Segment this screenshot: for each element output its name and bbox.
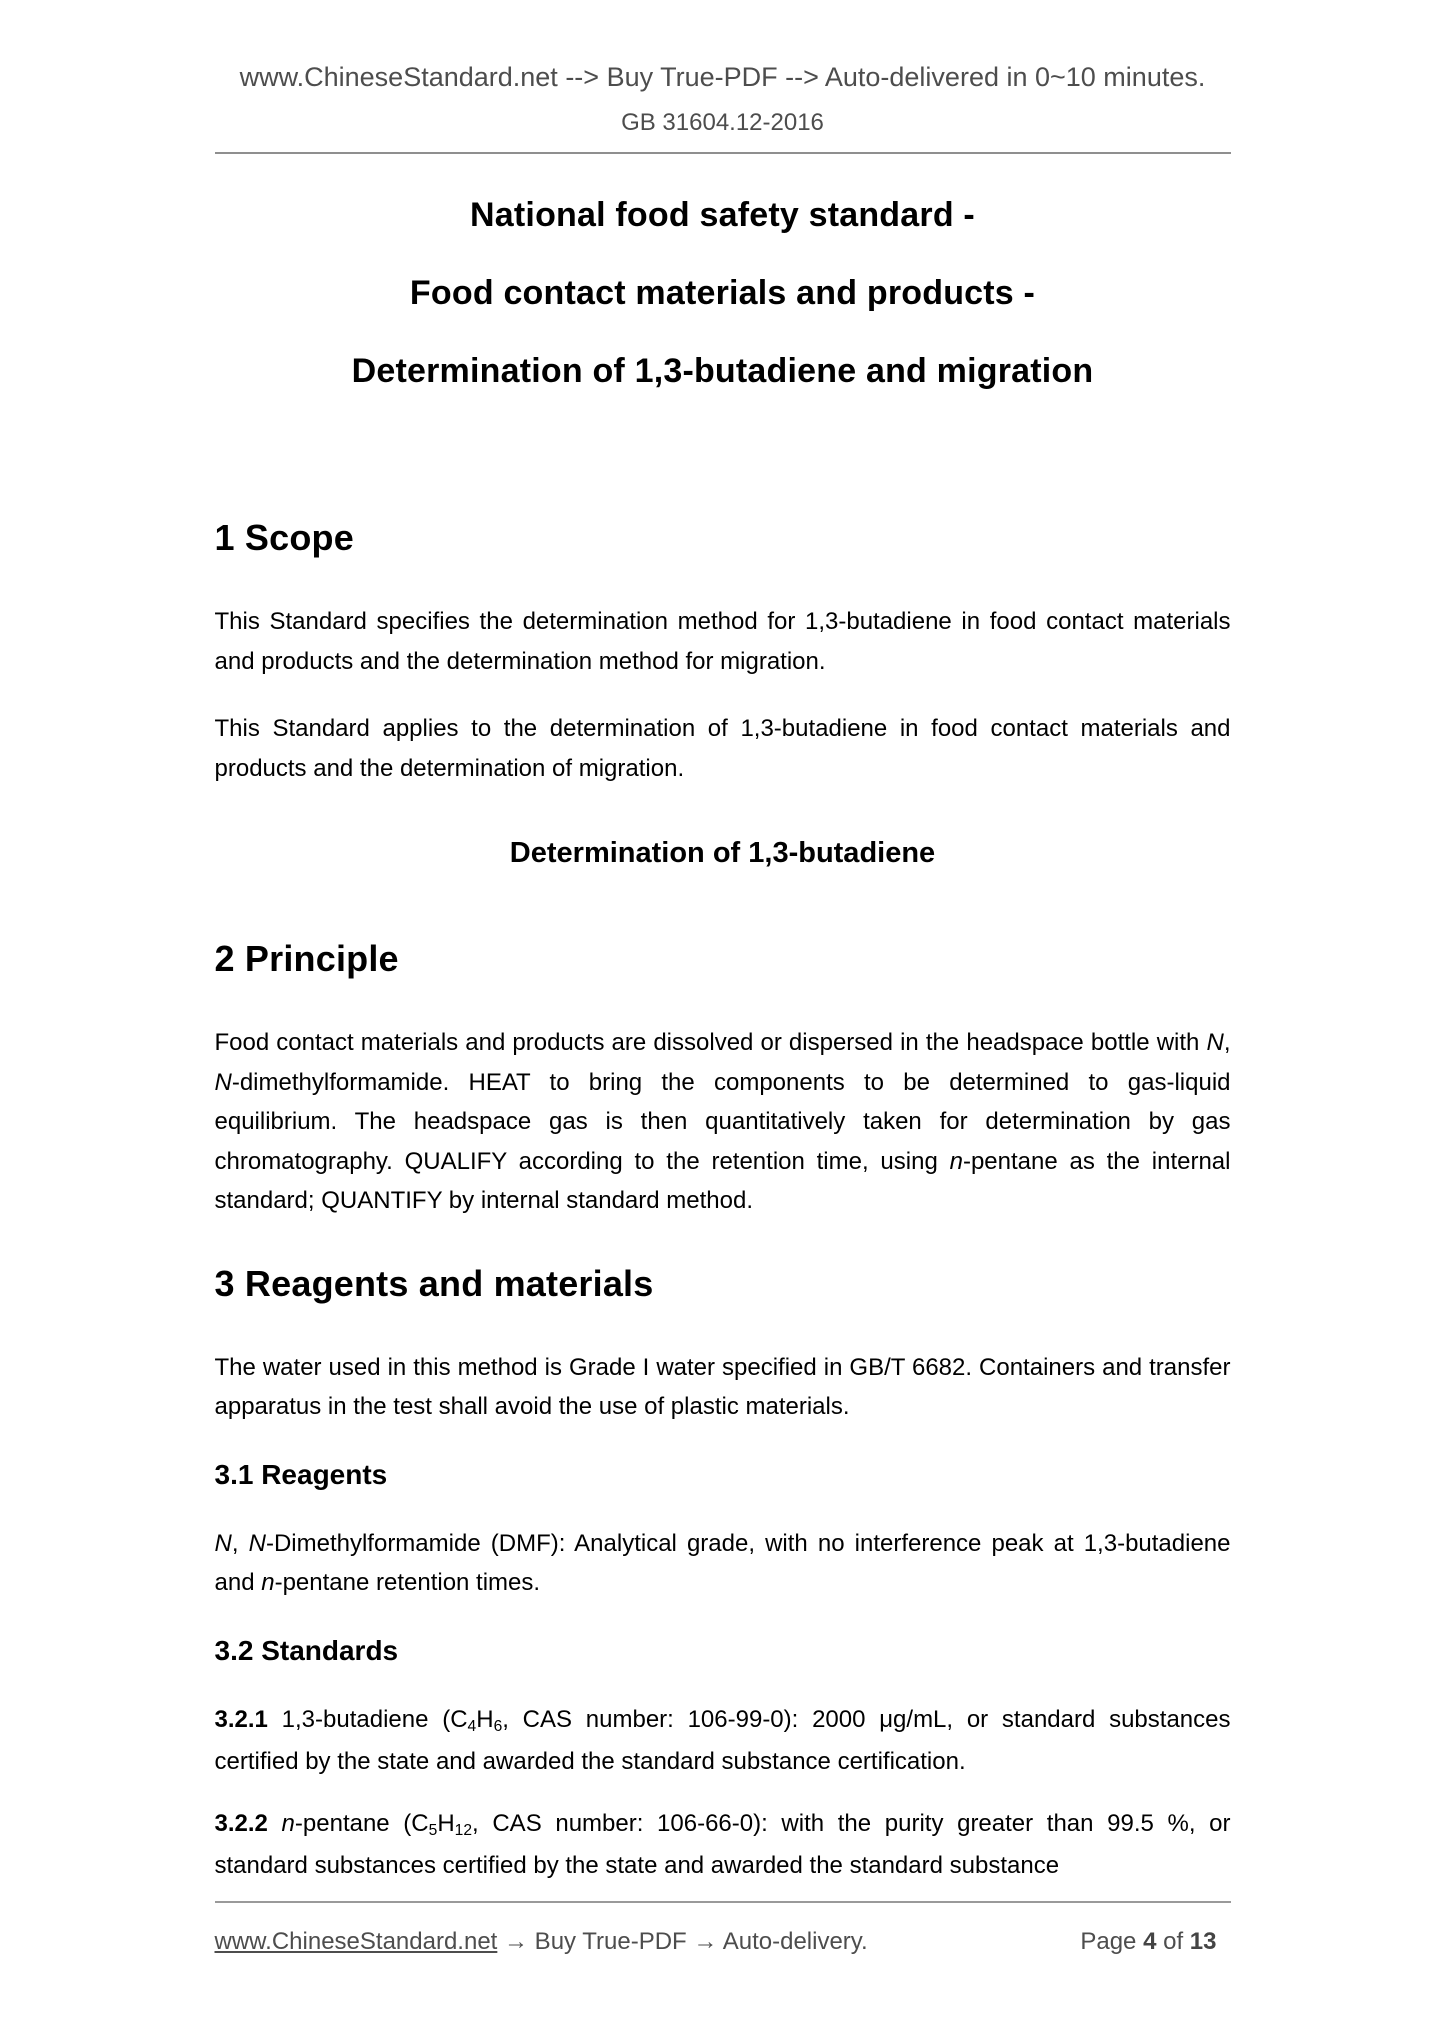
section-heading-scope: 1 Scope <box>214 517 354 558</box>
footer-divider <box>215 1901 1231 1903</box>
subsection-heading-reagents: 3.1 Reagents <box>214 1458 388 1490</box>
page-of-label: of <box>1163 1927 1184 1955</box>
header-banner: www.ChineseStandard.net --> Buy True-PDF --> Auto-delivered in 0~10 minutes. <box>239 62 1206 92</box>
header-doc-number: GB 31604.12-2016 <box>621 109 824 136</box>
page-number-current: 4 <box>1143 1927 1157 1955</box>
page-indicator <box>1080 1925 1216 1959</box>
header-divider <box>215 152 1231 154</box>
page-number-total: 13 <box>1189 1927 1217 1955</box>
section-heading-principle: 2 Principle <box>214 938 399 979</box>
part-heading-determination: Determination of 1,3-butadiene <box>509 837 936 869</box>
reagents-intro-paragraph: The water used in this method is Grade I water specified in GB/T 6682. Containers and transfer apparatus in the test shall avoid the use of plastic materials. <box>214 1353 1231 1420</box>
footer-left <box>215 1925 868 1959</box>
footer-site-link[interactable]: www.ChineseStandard.net <box>214 1927 498 1955</box>
standards-item-2: 3.2.2 n-pentane (C5H12, CAS number: 106-66-0): with the purity greater than 99.5 %, or standard substances certified by the state and awarded the standard substance <box>214 1809 1231 1879</box>
page-footer <box>215 1925 1231 1959</box>
footer-tail-text: → Buy True-PDF → Auto-delivery. <box>497 1927 868 1955</box>
section-heading-reagents: 3 Reagents and materials <box>214 1262 654 1304</box>
principle-paragraph: Food contact materials and products are dissolved or dispersed in the headspace bottle with N, N-dimethylformamide. HEAT to bring the components to be determined to gas-liquid equilibrium. The headspace gas is then quantitatively taken for determination by gas chromatography. QUALIFY according to the retention time, using n-pentane as the internal standard; QUANTIFY by internal standard method. <box>214 1029 1231 1214</box>
doc-title-line-1: National food safety standard - <box>470 196 975 234</box>
scope-paragraph-2: This Standard applies to the determination of 1,3-butadiene in food contact materials and products and the determination of migration. <box>214 715 1231 782</box>
scope-paragraph-1: This Standard specifies the determination method for 1,3-butadiene in food contact materials and products and the determination method for migration. <box>214 608 1231 675</box>
doc-title-line-3: Determination of 1,3-butadiene and migration <box>351 352 1094 390</box>
doc-title <box>215 176 1231 410</box>
dmf-paragraph: N, N-Dimethylformamide (DMF): Analytical grade, with no interference peak at 1,3-butadiene and n-pentane retention times. <box>214 1529 1231 1596</box>
document-content <box>215 176 1231 1886</box>
doc-title-line-2: Food contact materials and products - <box>409 274 1036 312</box>
standards-item-1: 3.2.1 1,3-butadiene (C4H6, CAS number: 106-99-0): 2000 μg/mL, or standard substances certified by the state and awarded the standard substance certification. <box>214 1705 1231 1775</box>
page-label: Page <box>1080 1927 1137 1955</box>
subsection-heading-standards: 3.2 Standards <box>214 1634 399 1666</box>
